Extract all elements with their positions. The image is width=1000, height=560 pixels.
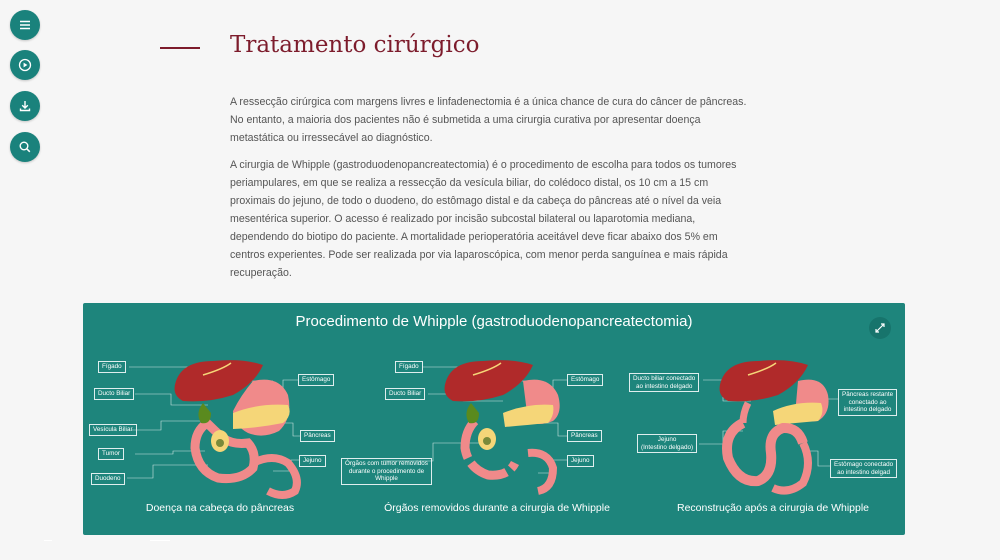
label-estomago-conectado: Estômago conectado ao intestino delgad <box>830 459 897 478</box>
paragraph-2: A cirurgia de Whipple (gastroduodenopancreatectomia) é o procedimento de escolha para todos os tumores periampulares, em que se realiza a ressecção da vesícula biliar, do colédoco distal, os 10 cm a 15 cm proximais do jejuno, de todo o duodeno, do estômago distal e da cabeça do pâncreas até o nível da veia mesentérica superior. O acesso é realizado por incisão subcostal bilateral ou laparotomia mediana, dependendo do biotipo do paciente. A mortalidade perioperatória aceitável deve ficar abaixo dos 5% em centros experientes. Pode ser realizada por via laparoscópica, com menor perda sanguínea e mais rápida recuperação. <box>230 159 737 279</box>
label-tumor-1: Tumor <box>98 448 124 460</box>
play-icon <box>18 58 32 72</box>
page-title: Tratamento cirúrgico <box>230 32 480 58</box>
whipple-figure <box>83 303 905 535</box>
label-pancreas-restante: Pâncreas restante conectado ao intestino delgado <box>838 389 897 416</box>
title-decoration-line <box>160 47 200 49</box>
label-ducto-2: Ducto Biliar <box>385 388 425 400</box>
caption-panel-2: Órgãos removidos durante a cirurgia de Whipple <box>384 502 610 514</box>
menu-button[interactable] <box>10 10 40 40</box>
label-vesicula-1: Vesícula Biliar <box>89 424 137 436</box>
bottom-divider-left <box>44 540 52 541</box>
label-estomago-2: Estômago <box>567 374 603 386</box>
figure-title: Procedimento de Whipple (gastroduodenopancreatectomia) <box>295 313 693 330</box>
search-button[interactable] <box>10 132 40 162</box>
label-orgaos-removidos: Órgãos com tumor removidos durante o procedimento de Whipple <box>341 458 432 485</box>
expand-icon <box>875 323 885 333</box>
panel3-organs <box>720 360 829 490</box>
label-jejuno-2: Jejuno <box>567 455 594 467</box>
panel2-organs <box>445 360 560 491</box>
download-button[interactable] <box>10 91 40 121</box>
label-estomago-1: Estômago <box>298 374 334 386</box>
label-jejuno-1: Jejuno <box>299 455 326 467</box>
expand-button[interactable] <box>869 317 891 339</box>
label-figado-1: Fígado <box>98 361 126 373</box>
download-icon <box>18 99 32 113</box>
menu-icon <box>18 18 32 32</box>
label-duodeno-1: Duodeno <box>91 473 125 485</box>
bottom-divider-right <box>150 540 170 541</box>
search-icon <box>18 140 32 154</box>
label-pancreas-1: Pâncreas <box>300 430 335 442</box>
whipple-illustration <box>83 303 905 535</box>
label-figado-2: Fígado <box>395 361 423 373</box>
label-jejuno-intestino: Jejuno (Intestino delgado) <box>637 434 697 453</box>
caption-panel-1: Doença na cabeça do pâncreas <box>145 502 295 514</box>
play-button[interactable] <box>10 50 40 80</box>
panel1-organs <box>175 360 297 495</box>
label-ducto-conectado: Ducto biliar conectado ao intestino delgado <box>629 373 699 392</box>
caption-panel-3: Reconstrução após a cirurgia de Whipple <box>676 502 870 514</box>
label-pancreas-2: Pâncreas <box>567 430 602 442</box>
label-ducto-1: Ducto Biliar <box>94 388 134 400</box>
paragraph-1: A ressecção cirúrgica com margens livres e linfadenectomia é a única chance de cura do câncer de pâncreas. No entanto, a maioria dos pacientes não é submetida a uma cirurgia curativa por apresentar doença metastática ou irressecável ao diagnóstico. <box>230 96 747 144</box>
